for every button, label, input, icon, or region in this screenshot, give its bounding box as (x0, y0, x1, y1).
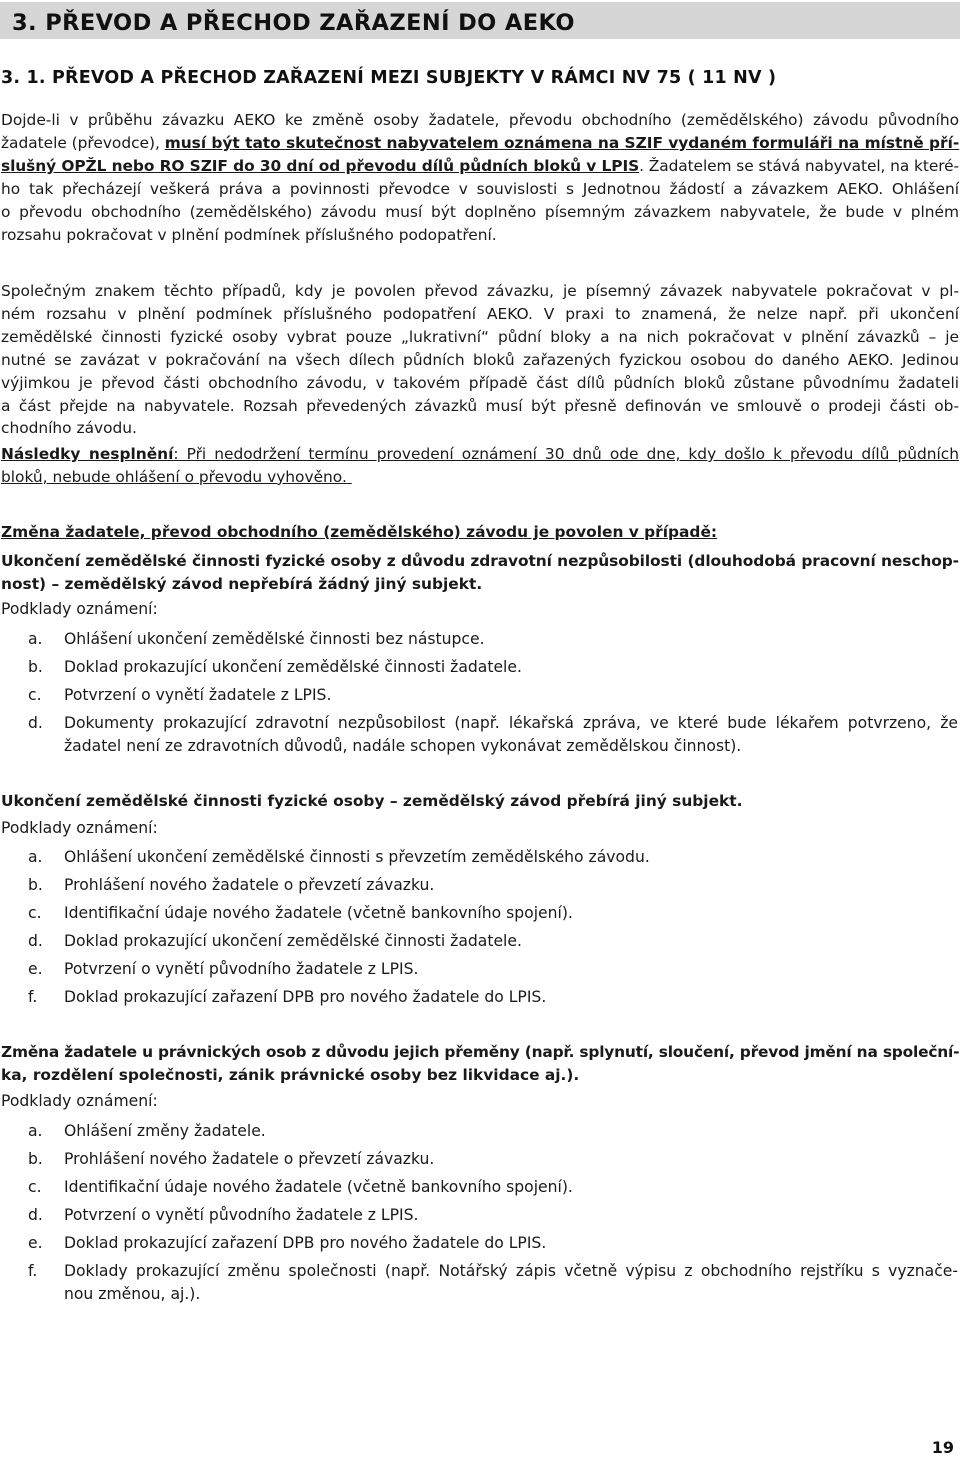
list-marker: d. (28, 714, 43, 732)
text-line: Ukončení zemědělské činnosti fyzické osoby – zemědělský závod přebírá jiný subjekt. (1, 792, 743, 810)
list-marker: c. (28, 1178, 42, 1196)
text-line: Dojde-li v průběhu závazku AEKO ke změně osoby žadatele, převodu obchodního (zemědělského) závodu původního (1, 111, 959, 129)
emphasis-text: musí být tato skutečnost nabyvatelem oznámena na SZIF vydaném formuláři na místně pří- (164, 133, 960, 152)
change-heading (1, 521, 959, 544)
section-title: 3. PŘEVOD A PŘECHOD ZAŘAZENÍ DO AEKO (12, 10, 575, 36)
text-span: : Při nedodržení termínu provedení oznámení 30 dnů ode dne, kdy došlo k převodu dílů půdních (173, 445, 959, 463)
list-marker: e. (28, 960, 43, 978)
text-span: bloků, nebude ohlášení o převodu vyhověno. (1, 467, 347, 486)
text-line (1, 443, 959, 466)
docs-label: Podklady oznámení: (1, 600, 158, 618)
text-line: ka, rozdělení společnosti, zánik právnické osoby bez likvidace aj.). (1, 1065, 580, 1084)
list-marker: e. (28, 1234, 43, 1252)
text-line: výjimkou je převod části obchodního závodu, v takovém případě část dílů půdních bloků zůstane původnímu žadateli (1, 373, 959, 392)
list-text: Doklad prokazující ukončení zemědělské činnosti žadatele. (64, 658, 522, 676)
docs-label: Podklady oznámení: (1, 1092, 158, 1110)
list-marker: a. (28, 1122, 43, 1140)
list-text: Doklady prokazující změnu společnosti (např. Notářský zápis včetně výpisu z obchodního rejstříku s vyznače- (64, 1262, 958, 1280)
list-marker: b. (28, 658, 43, 676)
page-number: 19 (931, 1438, 954, 1457)
consequence-label: Následky nesplnění (1, 445, 174, 463)
list-text: Doklad prokazující zařazení DPB pro nového žadatele do LPIS. (64, 988, 547, 1006)
list-marker: f. (28, 1262, 38, 1280)
list-marker: d. (28, 1206, 43, 1224)
list-text: Doklad prokazující ukončení zemědělské činnosti žadatele. (64, 932, 522, 950)
list-text: žadatel není ze zdravotních důvodů, nadále schopen vykonávat zemědělskou činnost). (64, 737, 742, 755)
list-text: Ohlášení změny žadatele. (64, 1122, 266, 1140)
list-marker: b. (28, 1150, 43, 1168)
list-text: Doklad prokazující zařazení DPB pro nového žadatele do LPIS. (64, 1234, 547, 1252)
section-header-bar (0, 2, 960, 39)
text-line: rozsahu pokračovat v plnění podmínek příslušného podopatření. (1, 225, 497, 244)
heading-text: Změna žadatele, převod obchodního (zemědělského) závodu je povolen v případě: (1, 523, 718, 541)
list-text: Identifikační údaje nového žadatele (včetně bankovního spojení). (64, 1178, 573, 1196)
text-line: Ukončení zemědělské činnosti fyzické osoby z důvodu zdravotní nezpůsobilosti (dlouhodobá pracovní neschop- (1, 552, 959, 570)
intro-paragraph (1, 109, 959, 246)
text-span: . Žadatelem se stává nabyvatel, na které- (639, 156, 959, 175)
list-text: nou změnou, aj.). (64, 1285, 201, 1303)
list-text: Ohlášení ukončení zemědělské činnosti bez nástupce. (64, 630, 485, 648)
text-line: nutné se zavázat v pokračování na všech dílech půdních bloků zařazených fyzickou osobou do daného AEKO. Jedinou (1, 350, 959, 369)
case3-heading (1, 1041, 959, 1087)
docs-label: Podklady oznámení: (1, 819, 158, 837)
list-text: Ohlášení ukončení zemědělské činnosti s převzetím zemědělského závodu. (64, 848, 650, 866)
list-marker: f. (28, 988, 38, 1006)
text-line: ném rozsahu v plnění podmínek příslušného podopatření AEKO. V praxi to znamená, že nelze např. při ukončení (1, 304, 959, 323)
emphasis-text: slušný OPŽL nebo RO SZIF do 30 dní od převodu dílů půdních bloků v LPIS (1, 156, 640, 175)
text-line: ho tak přecházejí veškerá práva a povinnosti převodce v souvislosti s Jednotnou žádostí a závazkem AEKO. Ohlášení (1, 179, 959, 198)
consequence-paragraph (1, 443, 959, 489)
case1-heading (1, 550, 959, 596)
text-line: zemědělské činnosti fyzické osoby vybrat pouze „lukrativní“ půdní bloky a na nich pokračovat v plnění závazků – je (1, 327, 959, 346)
list-text: Potvrzení o vynětí původního žadatele z LPIS. (64, 960, 419, 978)
list-marker: a. (28, 848, 43, 866)
list-text: Potvrzení o vynětí žadatele z LPIS. (64, 686, 332, 704)
list-marker: c. (28, 904, 42, 922)
text-line: a část přejde na nabyvatele. Rozsah převedených závazků musí být přesně definován ve smlouvě o prodeji části ob- (1, 396, 959, 415)
list-marker: b. (28, 876, 43, 894)
text-line: o převodu obchodního (zemědělského) závodu musí být doplněno písemným závazkem nabyvatele, že bude v plném (1, 202, 959, 221)
text-line (1, 132, 959, 155)
list-text: Potvrzení o vynětí původního žadatele z LPIS. (64, 1206, 419, 1224)
text-line: Změna žadatele u právnických osob z důvodu jejich přeměny (např. splynutí, sloučení, převod jmění na společní- (1, 1043, 960, 1061)
text-line: Společným znakem těchto případů, kdy je povolen převod závazku, je písemný závazek nabyvatele pokračovat v pl- (1, 282, 959, 300)
list-text: Prohlášení nového žadatele o převzetí závazku. (64, 876, 435, 894)
list-text: Dokumenty prokazující zdravotní nezpůsobilost (např. lékařská zpráva, ve které bude lékařem potvrzeno, že (64, 714, 958, 732)
text-line: nost) – zemědělský závod nepřebírá žádný jiný subjekt. (1, 574, 483, 593)
text-line: chodního závodu. (1, 419, 137, 438)
list-text: Identifikační údaje nového žadatele (včetně bankovního spojení). (64, 904, 573, 922)
text-line (1, 155, 959, 178)
list-marker: a. (28, 630, 43, 648)
subsection-title: 3. 1. PŘEVOD A PŘECHOD ZAŘAZENÍ MEZI SUBJEKTY V RÁMCI NV 75 ( 11 NV ) (1, 68, 777, 88)
list-text: Prohlášení nového žadatele o převzetí závazku. (64, 1150, 435, 1168)
list-marker: c. (28, 686, 42, 704)
text-span: žadatele (převodce), (1, 133, 165, 152)
common-feature-paragraph (1, 280, 959, 440)
case2-heading (1, 790, 959, 813)
text-line (1, 466, 959, 489)
list-marker: d. (28, 932, 43, 950)
